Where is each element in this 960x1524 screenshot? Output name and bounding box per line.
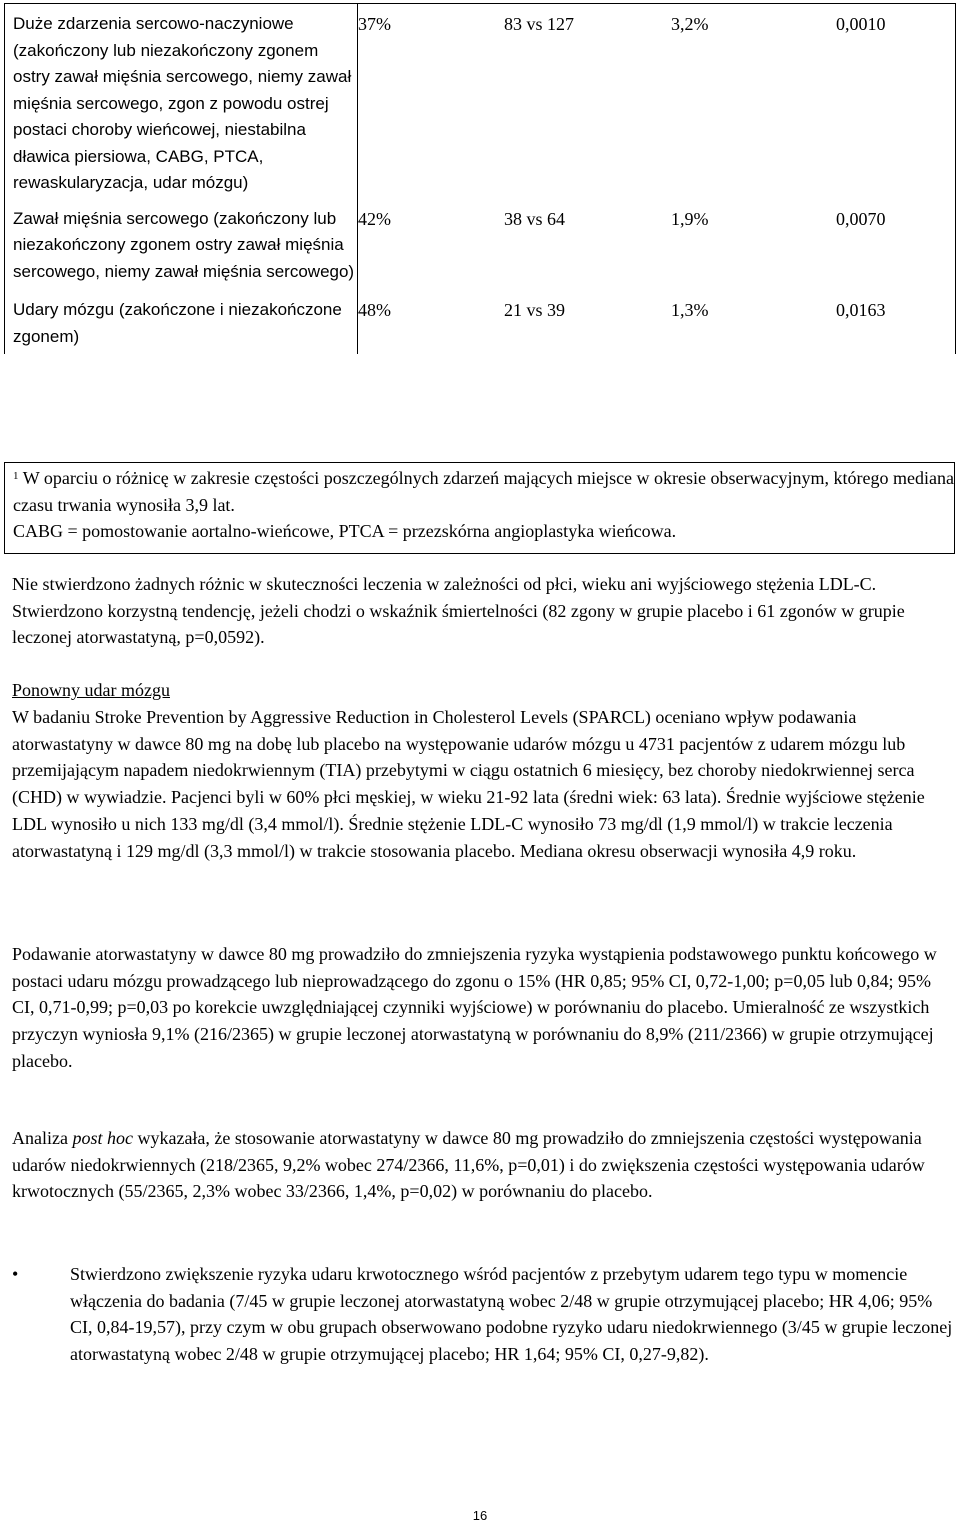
table-row <box>5 4 956 206</box>
page-number: 16 <box>472 1508 488 1523</box>
events-cell: 38 vs 64 <box>504 208 566 229</box>
paragraph-post-hoc: Analiza post hoc wykazała, że stosowanie atorwastatyny w dawce 80 mg prowadziło do zmniejszenia częstości występowania udarów niedokrwiennych (218/2365, 9,2% wobec 274/2366, 11,6%, p=0,01) i do zwiększenia częstości występowania udarów krwotocznych (55/2365, 2,3% wobec 33/2366, 1,4%, p=0,02) w porównaniu do placebo. <box>12 1128 925 1202</box>
events-cell: 21 vs 39 <box>504 300 566 320</box>
paragraph-subgroups: Nie stwierdzono żadnych różnic w skuteczności leczenia w zależności od płci, wieku ani wyjściowego stężenia LDL-C. Stwierdzono korzystną tendencję, jeżeli chodzi o wskaźnik śmiertelności (82 zgony w grupie placebo i 61 zgonów w grupie leczonej atorwastatyną, p=0,0592). <box>12 574 905 648</box>
rrr-cell: 42% <box>358 208 391 229</box>
table-footnote <box>4 462 955 554</box>
results-table <box>4 3 956 354</box>
p-value-cell: 0,0163 <box>836 297 956 354</box>
row-label: Duże zdarzenia sercowo-naczyniowe (zakończony lub niezakończony zgonem ostry zawał mięśnia sercowego, niemy zawał mięśnia sercowego, zgon z powodu ostrej postaci choroby wieńcowej, niestabilna dławica piersiowa, CABG, PTCA, rewaskularyzacja, udar mózgu) <box>5 4 358 206</box>
row-label: Zawał mięśnia sercowego (zakończony lub niezakończony zgonem ostry zawał mięśnia sercowego, niemy zawał mięśnia sercowego) <box>5 206 358 298</box>
bullet-dot-icon: • <box>12 1264 19 1284</box>
table-row <box>5 206 956 298</box>
events-cell: 83 vs 127 <box>504 4 671 206</box>
bullet-text: Stwierdzono zwiększenie ryzyka udaru krwotocznego wśród pacjentów z przebytym udarem tego typu w momencie włączenia do badania (7/45 w grupie leczonej atorwastatyną wobec 2/48 w grupie otrzymującej placebo; HR 4,06; 95% CI, 0,84-19,57), przy czym w obu grupach obserwowano podobne ryzyko udaru niedokrwiennego (3/45 w grupie leczonej atorwastatyną wobec 2/48 w grupie otrzymującej placebo; HR 1,64; 95% CI, 0,27-9,82). <box>70 1264 953 1365</box>
p-value-cell: 0,0070 <box>836 206 956 298</box>
footnote-mark: 1 <box>13 470 19 482</box>
p-value-cell: 0,0010 <box>836 4 956 206</box>
footnote-text: $^1$ W oparciu o różnicę w zakresie częstości poszczególnych zdarzeń mających miejsce w okresie obserwacyjnym, którego mediana czasu trwania wynosiła 3,9 lat. <box>13 468 954 515</box>
arr-cell: 1,3% <box>671 300 709 320</box>
rrr-cell: 37% <box>358 4 505 206</box>
abbreviations-text: CABG = pomostowanie aortalno-wieńcowe, PTCA = przezskórna angioplastyka wieńcowa. <box>13 521 677 541</box>
arr-cell: 3,2% <box>671 4 836 206</box>
paragraph-primary-endpoint: Podawanie atorwastatyny w dawce 80 mg prowadziło do zmniejszenia ryzyka wystąpienia podstawowego punktu końcowego w postaci udaru mózgu prowadzącego lub nieprowadzącego do zgonu o 15% (HR 0,85; 95% CI, 0,72-1,00; p=0,05 lub 0,84; 95% CI, 0,71-0,99; p=0,03 po korekcie uwzględniającej czynniki wyjściowe) w porównaniu do placebo. Umieralność ze wszystkich przyczyn wyniosła 9,1% (216/2365) w grupie leczonej atorwastatyną w porównaniu do 8,9% (211/2366) w grupie otrzymującej placebo. <box>12 944 937 1071</box>
arr-cell: 1,9% <box>671 208 709 229</box>
rrr-cell: 48% <box>358 300 391 320</box>
row-label: Udary mózgu (zakończone i niezakończone zgonem) <box>5 297 358 354</box>
section-heading-recurrent-stroke: Ponowny udar mózgu <box>12 680 170 700</box>
table-row <box>5 297 956 354</box>
paragraph-sparcl-study: W badaniu Stroke Prevention by Aggressive Reduction in Cholesterol Levels (SPARCL) oceniano wpływ podawania atorwastatyny w dawce 80 mg na dobę lub placebo na występowanie udarów mózgu u 4731 pacjentów z udarem mózgu lub przemijającym napadem niedokrwiennym (TIA) przebytymi w ciągu ostatnich 6 miesięcy, bez choroby niedokrwiennej serca (CHD) w wywiadzie. Pacjenci byli w 60% płci męskiej, w wieku 21-92 lata (średni wiek: 63 lata). Średnie wyjściowe stężenie LDL wynosiło u nich 133 mg/dl (3,4 mmol/l). Średnie stężenie LDL-C wynosiło 73 mg/dl (1,9 mmol/l) w trakcie leczenia atorwastatyną i 129 mg/dl (3,3 mmol/l) w trakcie stosowania placebo. Mediana okresu obserwacji wynosiła 4,9 roku. <box>12 707 925 861</box>
